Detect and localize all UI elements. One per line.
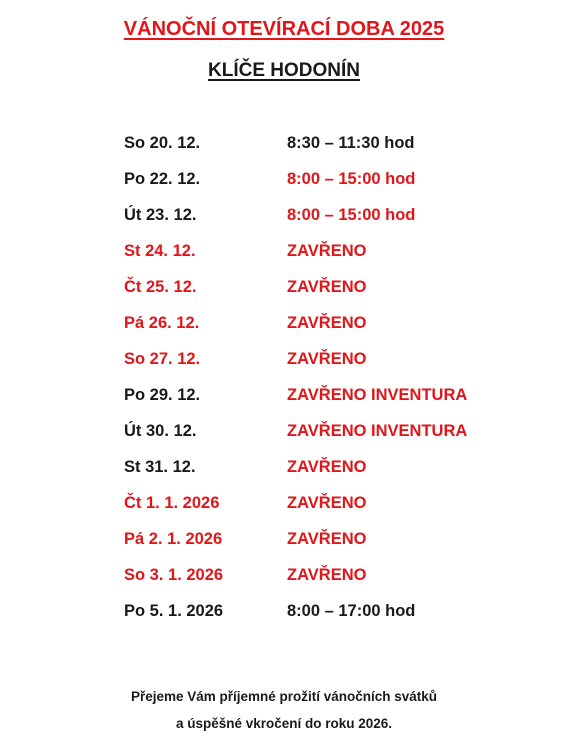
schedule-row (0, 454, 568, 490)
schedule-list (0, 130, 568, 634)
schedule-row (0, 310, 568, 346)
schedule-day: Út 23. 12. (124, 206, 197, 224)
schedule-day: St 31. 12. (124, 458, 196, 476)
schedule-day: St 24. 12. (124, 242, 196, 260)
schedule-hours: ZAVŘENO (287, 314, 367, 332)
schedule-day: Po 5. 1. 2026 (124, 602, 224, 620)
schedule-day: Čt 25. 12. (124, 278, 197, 296)
schedule-day: So 20. 12. (124, 134, 201, 152)
schedule-hours: ZAVŘENO (287, 530, 367, 548)
schedule-row (0, 562, 568, 598)
schedule-hours: 8:00 – 17:00 hod (287, 602, 416, 620)
schedule-day: Pá 26. 12. (124, 314, 200, 332)
schedule-day: Po 22. 12. (124, 170, 201, 188)
schedule-row (0, 490, 568, 526)
page-subtitle: KLÍČE HODONÍN (208, 60, 360, 81)
schedule-hours: ZAVŘENO INVENTURA (287, 386, 468, 404)
schedule-hours: 8:00 – 15:00 hod (287, 170, 416, 188)
schedule-hours: 8:00 – 15:00 hod (287, 206, 416, 224)
schedule-hours: 8:30 – 11:30 hod (287, 134, 415, 152)
footer-greeting-line2: a úspěšné vkročení do roku 2026. (175, 716, 393, 731)
schedule-day: Pá 2. 1. 2026 (124, 530, 223, 548)
footer-greeting-line1: Přejeme Vám příjemné prožití vánočních svátků (130, 689, 438, 704)
schedule-hours: ZAVŘENO INVENTURA (287, 422, 468, 440)
page-title: VÁNOČNÍ OTEVÍRACÍ DOBA 2025 (123, 18, 445, 40)
schedule-row (0, 526, 568, 562)
schedule-hours: ZAVŘENO (287, 458, 367, 476)
schedule-hours: ZAVŘENO (287, 350, 367, 368)
schedule-row (0, 598, 568, 634)
schedule-day: So 27. 12. (124, 350, 201, 368)
schedule-day: Po 29. 12. (124, 386, 201, 404)
schedule-row (0, 418, 568, 454)
schedule-hours: ZAVŘENO (287, 494, 367, 512)
schedule-row (0, 202, 568, 238)
schedule-hours: ZAVŘENO (287, 278, 367, 296)
schedule-day: So 3. 1. 2026 (124, 566, 224, 584)
schedule-hours: ZAVŘENO (287, 242, 367, 260)
schedule-row (0, 238, 568, 274)
schedule-day: Čt 1. 1. 2026 (124, 494, 220, 512)
schedule-row (0, 274, 568, 310)
schedule-row (0, 166, 568, 202)
schedule-hours: ZAVŘENO (287, 566, 367, 584)
schedule-row (0, 130, 568, 166)
schedule-day: Út 30. 12. (124, 422, 197, 440)
schedule-row (0, 382, 568, 418)
schedule-row (0, 346, 568, 382)
